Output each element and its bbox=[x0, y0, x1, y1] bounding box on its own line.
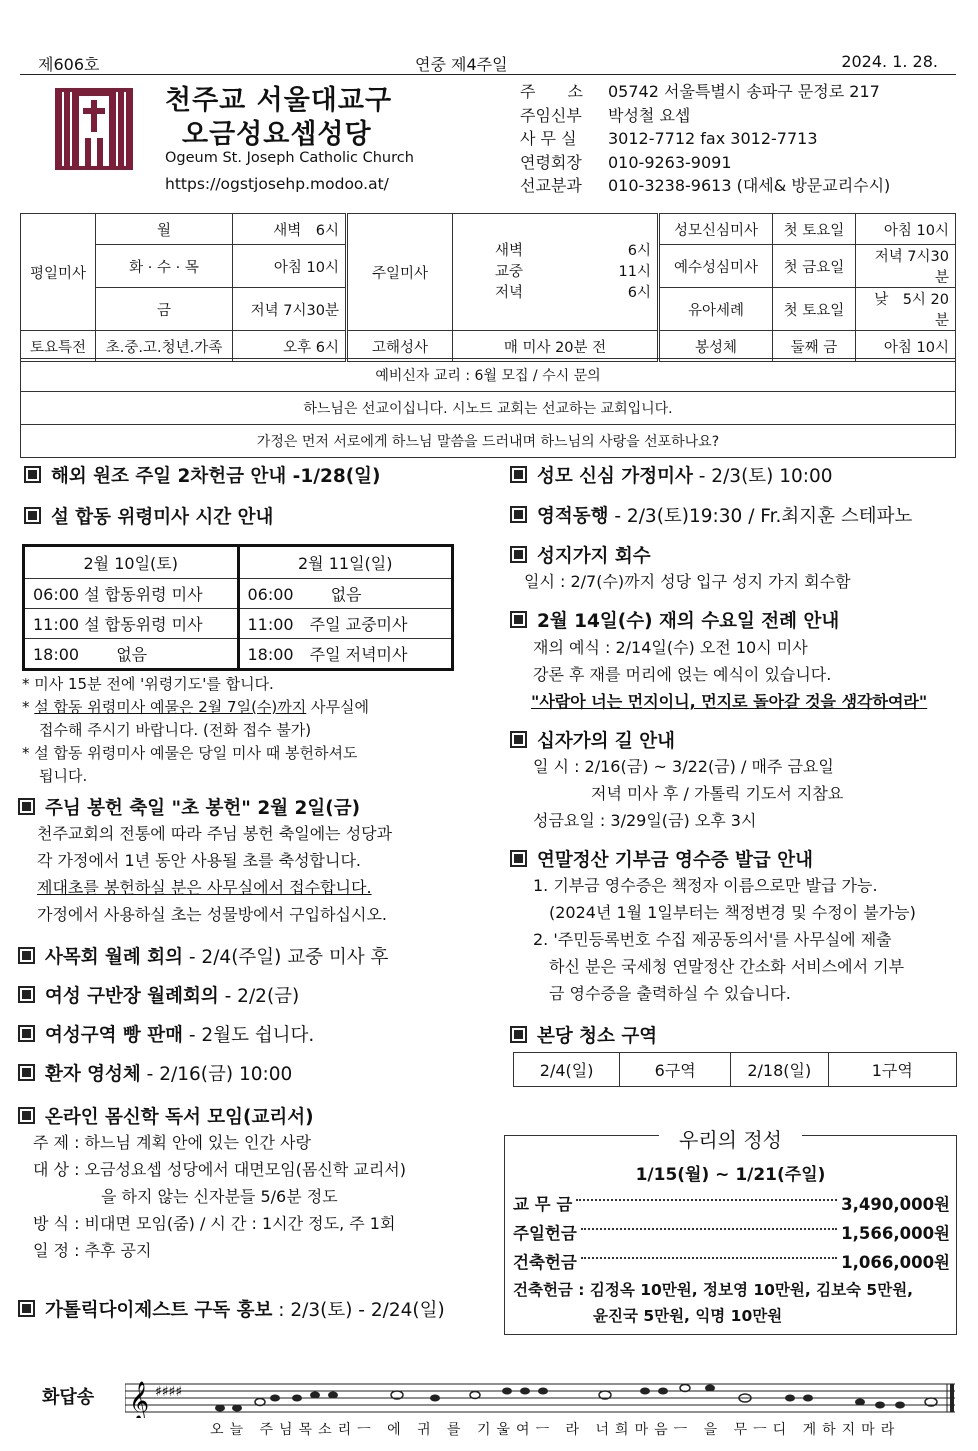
info-label: 연령회장 bbox=[520, 152, 582, 172]
section-digest-promo: 가톨릭다이제스트 구독 홍보 : 2/3(토) - 2/24(일) bbox=[18, 1296, 445, 1322]
note-line: * 미사 15분 전에 '위령기도'를 합니다. bbox=[22, 675, 274, 693]
section-candle-offering: 주님 봉헌 축일 "초 봉헌" 2월 2일(금) bbox=[18, 794, 360, 820]
square-bullet-icon bbox=[18, 947, 35, 964]
info-label: 선교분과 bbox=[520, 176, 582, 195]
note-line: 됩니다. bbox=[39, 767, 88, 785]
section-online-reading: 온라인 몸신학 독서 모임(교리서) bbox=[18, 1103, 314, 1129]
sunday-mass-label: 주일미사 bbox=[347, 214, 453, 331]
saturday-time: 오후 6시 bbox=[233, 331, 347, 362]
square-bullet-icon bbox=[18, 1300, 35, 1317]
offering-period: 1/15(월) ~ 1/21(주일) bbox=[635, 1165, 826, 1185]
section-spiritual-companion: 영적동행 - 2/3(토)19:30 / Fr.최지훈 스테파노 bbox=[510, 502, 912, 528]
day-cell: 월 bbox=[96, 214, 233, 245]
square-bullet-icon bbox=[24, 507, 41, 524]
online-reading-details: 주 제 : 하느님 계획 안에 있는 인간 사랑 대 상 : 오금성요셉 성당에서 대면모임(몸신학 교리서) 을 하지 않는 신자분들 5/6분 정도 방 식 : 비대면 모임(줌) / 시 간 : 1시간 정도, 주 1회 일 정 : 추후 공지 bbox=[33, 1133, 406, 1260]
svg-text:♯♯♯♯: ♯♯♯♯ bbox=[155, 1384, 183, 1400]
communion-label: 봉성체 bbox=[659, 331, 773, 362]
offering-row: 교 무 금 3,490,000원 bbox=[513, 1194, 950, 1214]
square-bullet-icon bbox=[510, 731, 527, 748]
contact-info bbox=[520, 80, 890, 198]
church-name-line2: 오금성요셉성당 bbox=[182, 119, 372, 150]
tax-receipt-text: 1. 기부금 영수증은 책정자 이름으로만 발급 가능. (2024년 1월 1일부터는 책정변경 및 수정이 불가능) 2. '주민등록번호 수집 제공동의서'를 사무실에 제출 하신 분은 국세청 연말정산 간소화 서비스에서 기부 금 영수증을 출력하실 수 있습니다. bbox=[533, 876, 916, 1003]
special-mass-day: 첫 금요일 bbox=[773, 245, 856, 288]
church-website[interactable]: https://ogstjosehp.modoo.at/ bbox=[165, 175, 389, 193]
square-bullet-icon bbox=[18, 1107, 35, 1124]
section-tax-receipt: 연말정산 기부금 영수증 발급 안내 bbox=[510, 846, 813, 872]
section-stations-of-cross: 십자가의 길 안내 bbox=[510, 727, 675, 753]
church-english-name: Ogeum St. Joseph Catholic Church bbox=[165, 150, 414, 166]
psalm-lyrics: 오늘 주님목소리ㅡ 에 귀 를 기울여ㅡ 라 너희마음ㅡ 을 무ㅡ디 게하지마라 bbox=[210, 1422, 901, 1438]
confession-label: 고해성사 bbox=[347, 331, 453, 362]
info-label: 주임신부 bbox=[520, 105, 582, 125]
issue-date: 2024. 1. 28. bbox=[841, 52, 938, 71]
cleaning-zone-table bbox=[513, 1052, 957, 1087]
square-bullet-icon bbox=[18, 1064, 35, 1081]
stations-text: 일 시 : 2/16(금) ~ 3/22(금) / 매주 금요일 저녁 미사 후 / 가톨릭 기도서 지참요 성금요일 : 3/29일(금) 오후 3시 bbox=[533, 757, 844, 830]
info-value: 05742 서울특별시 송파구 문정로 217 bbox=[608, 82, 880, 101]
table-cell: 18:00 주일 저녁미사 bbox=[238, 639, 453, 670]
time-cell: 저녁 7시30분 bbox=[233, 288, 347, 331]
svg-text:𝄞: 𝄞 bbox=[129, 1381, 150, 1418]
day-cell: 금 bbox=[96, 288, 233, 331]
square-bullet-icon bbox=[18, 986, 35, 1003]
lunar-mass-table bbox=[22, 544, 454, 671]
square-bullet-icon bbox=[510, 466, 527, 483]
section-palm-collection: 성지가지 회수 bbox=[510, 542, 651, 568]
sunday-mass-slot: 저녁 bbox=[494, 284, 523, 301]
church-logo bbox=[55, 88, 133, 170]
info-value: 박성철 요셉 bbox=[608, 105, 691, 125]
masthead-line bbox=[20, 52, 956, 75]
info-label: 주 소 bbox=[520, 82, 583, 101]
psalm-staff bbox=[125, 1378, 955, 1418]
special-mass-time: 아침 10시 bbox=[856, 214, 956, 245]
weekday-mass-label: 평일미사 bbox=[21, 214, 96, 331]
confession-time: 매 미사 20분 전 bbox=[453, 331, 659, 362]
time-cell: 새벽 6시 bbox=[233, 214, 347, 245]
cross-logo-icon bbox=[55, 88, 133, 170]
table-cell: 18:00 없음 bbox=[24, 639, 239, 670]
section-bread-sale: 여성구역 빵 판매 - 2월도 쉽니다. bbox=[18, 1021, 314, 1047]
section-ash-wednesday: 2월 14일(수) 재의 수요일 전례 안내 bbox=[510, 607, 839, 633]
section-overseas-aid: 해외 원조 주일 2차헌금 안내 -1/28(일) bbox=[24, 462, 381, 488]
square-bullet-icon bbox=[18, 1025, 35, 1042]
square-bullet-icon bbox=[510, 611, 527, 628]
section-pastoral-meeting: 사목회 월례 회의 - 2/4(주일) 교중 미사 후 bbox=[18, 943, 388, 969]
square-bullet-icon bbox=[18, 798, 35, 815]
note-line: 접수해 주시기 바랍니다. (전화 접수 불가) bbox=[39, 721, 312, 739]
church-name-line1: 천주교 서울대교구 bbox=[165, 85, 393, 116]
special-mass-time: 낮 5시 20분 bbox=[856, 288, 956, 331]
sunday-mass-time: 6시 bbox=[627, 242, 651, 259]
communion-day: 둘째 금 bbox=[773, 331, 856, 362]
square-bullet-icon bbox=[510, 506, 527, 523]
info-value: 010-3238-9613 (대세& 방문교리수시) bbox=[608, 176, 891, 195]
offering-box bbox=[504, 1128, 957, 1335]
square-bullet-icon bbox=[510, 546, 527, 563]
day-cell: 화 · 수 · 목 bbox=[96, 245, 233, 288]
section-marian-mass: 성모 신심 가정미사 - 2/3(토) 10:00 bbox=[510, 462, 833, 488]
sunday-mass-time: 6시 bbox=[627, 284, 651, 301]
table-cell: 2/4(일) bbox=[514, 1053, 620, 1087]
table-cell: 2/18(일) bbox=[731, 1053, 828, 1087]
music-staff-icon bbox=[125, 1378, 955, 1418]
section-sick-communion: 환자 영성체 - 2/16(금) 10:00 bbox=[18, 1060, 292, 1086]
sunday-mass-slot: 새벽 bbox=[494, 242, 523, 259]
sunday-mass-slot: 교중 bbox=[494, 263, 523, 280]
ash-wednesday-text: 재의 예식 : 2/14일(수) 오전 10시 미사 강론 후 재를 머리에 얹는 예식이 있습니다. "사람아 너는 먼지이니, 먼지로 돌아갈 것을 생각하여라" bbox=[531, 638, 928, 711]
square-bullet-icon bbox=[510, 1026, 527, 1043]
table-cell: 06:00 설 합동위령 미사 bbox=[24, 579, 239, 609]
table-cell: 1구역 bbox=[828, 1053, 956, 1087]
info-value: 3012-7712 fax 3012-7713 bbox=[608, 129, 818, 148]
time-cell: 아침 10시 bbox=[233, 245, 347, 288]
issue-number: 제606호 bbox=[38, 55, 100, 74]
communion-time: 아침 10시 bbox=[856, 331, 956, 362]
section-lunar-mass: 설 합동 위령미사 시간 안내 bbox=[24, 503, 273, 529]
table-cell: 11:00 주일 교중미사 bbox=[238, 609, 453, 639]
table-header: 2월 10일(토) bbox=[24, 546, 239, 579]
square-bullet-icon bbox=[510, 850, 527, 867]
table-cell: 6구역 bbox=[620, 1053, 731, 1087]
table-cell: 11:00 설 합동위령 미사 bbox=[24, 609, 239, 639]
table-header: 2월 11일(일) bbox=[238, 546, 453, 579]
psalm-label: 화답송 bbox=[42, 1387, 95, 1408]
offering-title: 우리의 정성 bbox=[659, 1128, 802, 1152]
special-mass-day: 첫 토요일 bbox=[773, 214, 856, 245]
special-mass-name: 유아세례 bbox=[659, 288, 773, 331]
saturday-target: 초.중.고.청년.가족 bbox=[96, 331, 233, 362]
note-line: * 설 합동 위령미사 예물은 당일 미사 때 봉헌하셔도 bbox=[22, 744, 358, 762]
mass-schedule-table bbox=[20, 213, 956, 362]
sunday-mass-time: 11시 bbox=[618, 263, 651, 280]
special-mass-day: 첫 토요일 bbox=[773, 288, 856, 331]
notice-line: 가정은 먼저 서로에게 하느님 말씀을 드러내며 하느님의 사랑을 선포하나요? bbox=[21, 425, 956, 458]
section-women-meeting: 여성 구반장 월례회의 - 2/2(금) bbox=[18, 982, 299, 1008]
special-mass-name: 예수성심미사 bbox=[659, 245, 773, 288]
palm-collection-text: 일시 : 2/7(수)까지 성당 입구 성지 가지 회수함 bbox=[524, 572, 851, 591]
liturgical-season: 연중 제4주일 bbox=[415, 55, 508, 74]
lunar-mass-notes: * 미사 15분 전에 '위령기도'를 합니다. * 설 합동 위령미사 예물은 2월 7일(수)까지 사무실에 접수해 주시기 바랍니다. (전화 접수 불가) * 설 합동 위령미사 예물은 당일 미사 때 봉헌하셔도 됩니다. bbox=[22, 673, 462, 788]
note-line: 설 합동 위령미사 예물은 2월 7일(수)까지 bbox=[34, 698, 307, 716]
info-value: 010-9263-9091 bbox=[608, 152, 732, 172]
square-bullet-icon bbox=[24, 466, 41, 483]
candle-offering-text: 천주교회의 전통에 따라 주님 봉헌 축일에는 성당과 각 가정에서 1년 동안 사용될 초를 축성합니다. 제대초를 봉헌하실 분은 사무실에서 접수합니다. 가정에서 사용하실 초는 성물방에서 구입하십시오. bbox=[37, 824, 393, 924]
special-mass-name: 성모신심미사 bbox=[659, 214, 773, 245]
notice-line: 하느님은 선교이십니다. 시노드 교회는 선교하는 교회입니다. bbox=[21, 392, 956, 425]
table-cell: 06:00 없음 bbox=[238, 579, 453, 609]
donor-list: 건축헌금 : 김정옥 10만원, 정보영 10만원, 김보숙 5만원, 윤진국 5만원, 익명 10만원 bbox=[513, 1281, 914, 1325]
special-mass-time: 저녁 7시30분 bbox=[856, 245, 956, 288]
section-cleaning-zone: 본당 청소 구역 bbox=[510, 1022, 657, 1048]
info-label: 사 무 실 bbox=[520, 129, 577, 148]
offering-row: 주일헌금 1,566,000원 bbox=[513, 1223, 950, 1243]
saturday-label: 토요특전 bbox=[21, 331, 96, 362]
note-line: 사무실에 bbox=[306, 698, 369, 716]
notice-banner bbox=[20, 358, 956, 458]
notice-line: 예비신자 교리 : 6월 모집 / 수시 문의 bbox=[21, 359, 956, 392]
offering-row: 건축헌금 1,066,000원 bbox=[513, 1252, 950, 1272]
